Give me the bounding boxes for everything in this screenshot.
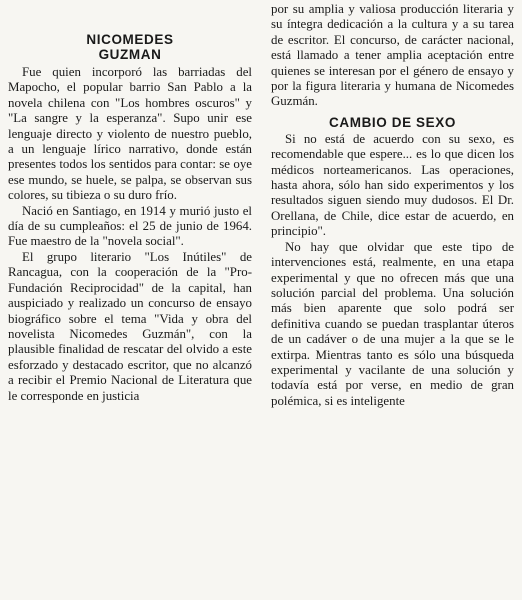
article-paragraph: Nació en Santiago, en 1914 y murió justo el día de su cumpleaños: el 25 de junio de 1964. Fue maestro de la "novela social". [8,203,252,249]
article-title [8,32,252,62]
article-paragraph: El grupo literario "Los Inútiles" de Rancagua, con la cooperación de la "Pro-Fundación Reciprocidad" de la capital, han auspiciado y realizado un concurso de ensayo biográfico sobre el tema "Vida y obra del novelista Nicomedes Guzmán", con la plausible finalidad de rescatar del olvido a este esforzado y destacado escritor, que no alcanzó a recibir el Premio Nacional de Literatura que le corresponde en justicia [8,249,252,403]
section-title: CAMBIO DE SEXO [329,114,456,130]
article-continuation: por su amplia y valiosa producción literaria y su íntegra dedicación a la cultura y a su tarea de escritor. El concurso, de carácter nacional, está llamado a tener amplia aceptación entre quienes se interesan por el género de ensayo y por la figura literaria y humana de Nicomedes Guzmán. [271,2,514,109]
article-paragraph: Fue quien incorporó las barriadas del Mapocho, el popular barrio San Pablo a la novela chilena con "Los hombres oscuros" y "La sangre y la esperanza". Supo unir ese lenguaje directo y violento de nuestro pueblo, a un lenguaje lírico narrativo, donde están presentes todos los sentidos para contar: se oye ese mundo, se huele, se palpa, se observan sus colores, su tibieza o su duro frío. [8,65,252,203]
article-title-line-2: GUZMAN [98,47,162,62]
section-paragraph: Si no está de acuerdo con su sexo, es recomendable que espere... es lo que dicen los médicos norteamericanos. Las operaciones, hasta ahora, sólo han sido experimentos y los resultados siguen siendo muy dudosos. El Dr. Orellana, de Chile, dice estar de acuerdo, en principio". [271,131,514,239]
section-paragraph: No hay que olvidar que este tipo de intervenciones está, realmente, en una etapa experimental y que no ofrecen más que una solución parcial del problema. Una solución más bien aparente que solo podrá ser definitiva cuando se puedan trasplantar úteros de un cadáver o de una mujer a la que se le extirpa. Mientras tanto es sólo una búsqueda experimental y vacilante de una solución y todavía está por verse, en medio de gran polémica, si es inteligente [271,239,514,408]
right-column [271,2,514,409]
article-title-line-1: NICOMEDES [86,32,174,47]
left-column [8,2,252,404]
